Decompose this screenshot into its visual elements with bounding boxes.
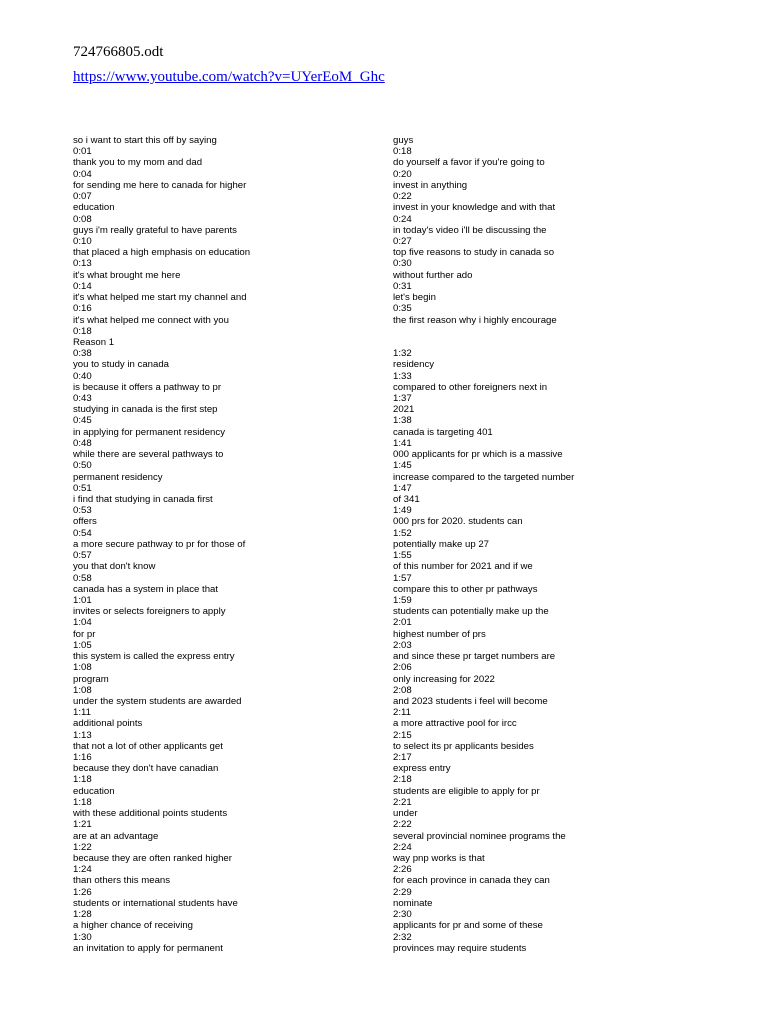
transcript-line: while there are several pathways to: [73, 449, 224, 461]
transcript-line: do yourself a favor if you're going to: [393, 157, 545, 169]
transcript-line: under the system students are awarded: [73, 695, 242, 707]
transcript-line: offers: [73, 516, 97, 528]
timestamp-line: 1:11: [73, 707, 91, 719]
timestamp-line: 1:38: [393, 415, 412, 427]
transcript-line: highest number of prs: [393, 628, 486, 640]
transcript-line: for pr: [73, 628, 96, 640]
transcript-line: education: [73, 785, 115, 797]
transcript-line: for sending me here to canada for higher: [73, 179, 247, 191]
timestamp-line: 1:08: [73, 684, 92, 696]
transcript-line: to select its pr applicants besides: [393, 740, 534, 752]
timestamp-line: 2:21: [393, 796, 412, 808]
transcript-line: a higher chance of receiving: [73, 920, 193, 932]
timestamp-line: 1:28: [73, 909, 92, 921]
transcript-line: you to study in canada: [73, 359, 170, 371]
transcript-line: students can potentially make up the: [393, 606, 549, 618]
transcript-line: than others this means: [73, 875, 171, 887]
transcript-line: Reason 1: [73, 336, 115, 348]
transcript-line: education: [73, 202, 115, 214]
transcript-column-left: [73, 135, 373, 954]
transcript-line: studying in canada is the first step: [73, 404, 218, 416]
transcript-line: an invitation to apply for permanent: [73, 942, 223, 954]
timestamp-line: 2:26: [393, 864, 412, 876]
transcript-line: of 341: [393, 494, 420, 505]
timestamp-line: 0:08: [73, 213, 92, 225]
transcript-line: increase compared to the targeted number: [393, 471, 575, 483]
timestamp-line: 1:18: [73, 796, 92, 808]
transcript-line: under: [393, 808, 418, 820]
timestamp-line: 0:18: [73, 325, 92, 337]
timestamp-line: 0:53: [73, 505, 92, 517]
timestamp-line: 2:32: [393, 931, 412, 943]
transcript-line: thank you to my mom and dad: [73, 157, 203, 169]
timestamp-line: 0:04: [73, 168, 92, 180]
timestamp-line: 1:26: [73, 886, 92, 898]
timestamp-line: 1:57: [393, 572, 412, 584]
timestamp-line: 1:05: [73, 639, 92, 651]
transcript-line: that placed a high emphasis on education: [73, 247, 251, 259]
timestamp-line: 1:13: [73, 729, 92, 741]
timestamp-line: 0:14: [73, 280, 92, 292]
transcript-column-right: [393, 135, 693, 954]
transcript-line: permanent residency: [73, 471, 163, 483]
transcript-line: and since these pr target numbers are: [393, 651, 556, 663]
timestamp-line: 0:40: [73, 370, 92, 382]
transcript-line: compared to other foreigners next in: [393, 381, 548, 393]
transcript-line: applicants for pr and some of these: [393, 920, 543, 932]
timestamp-line: 1:04: [73, 617, 92, 629]
transcript-line: students are eligible to apply for pr: [393, 785, 540, 797]
transcript-line: residency: [393, 359, 435, 371]
timestamp-line: 2:18: [393, 774, 412, 786]
transcript-line: program: [73, 673, 109, 685]
timestamp-line: 0:16: [73, 303, 92, 315]
transcript-line: because they don't have canadian: [73, 763, 219, 775]
timestamp-line: 0:07: [73, 191, 92, 203]
timestamp-line: 1:49: [393, 505, 412, 517]
timestamp-line: 0:45: [73, 415, 92, 427]
timestamp-line: 0:54: [73, 527, 92, 539]
transcript-line: i find that studying in canada first: [73, 494, 213, 505]
transcript-line: are at an advantage: [73, 830, 159, 842]
transcript-line: 000 prs for 2020. students can: [393, 516, 523, 528]
transcript-line: it's what helped me connect with you: [73, 314, 229, 326]
transcript-line: the first reason why i highly encourage: [393, 314, 557, 326]
timestamp-line: 1:55: [393, 550, 412, 562]
transcript-line: invest in your knowledge and with that: [393, 202, 556, 214]
transcript-line: several provincial nominee programs the: [393, 830, 566, 842]
timestamp-line: 2:11: [393, 707, 411, 719]
transcript-line: you that don't know: [73, 561, 156, 573]
timestamp-line: 1:32: [393, 348, 412, 360]
transcript-line: only increasing for 2022: [393, 673, 495, 685]
timestamp-line: 0:18: [393, 146, 412, 158]
timestamp-line: 0:51: [73, 482, 92, 494]
transcript-line: guys i'm really grateful to have parents: [73, 224, 237, 236]
transcript-line: invest in anything: [393, 179, 468, 191]
transcript-line: 000 applicants for pr which is a massive: [393, 449, 563, 461]
transcript-line: it's what helped me start my channel and: [73, 292, 247, 304]
transcript-line: a more secure pathway to pr for those of: [73, 538, 246, 550]
timestamp-line: 2:08: [393, 684, 412, 696]
timestamp-line: 0:38: [73, 348, 92, 360]
transcript-line: canada has a system in place that: [73, 583, 219, 595]
timestamp-line: 0:24: [393, 213, 412, 225]
transcript-line: is because it offers a pathway to pr: [73, 381, 222, 393]
timestamp-line: 0:57: [73, 550, 92, 562]
transcript-line: that not a lot of other applicants get: [73, 740, 223, 752]
timestamp-line: 2:17: [393, 752, 412, 764]
timestamp-line: 1:21: [73, 819, 92, 831]
transcript-line: guys: [393, 135, 414, 146]
timestamp-line: 1:01: [73, 594, 92, 606]
transcript-line: nominate: [393, 897, 433, 909]
timestamp-line: 0:31: [393, 280, 412, 292]
timestamp-line: 0:43: [73, 393, 92, 405]
timestamp-line: 1:45: [393, 460, 412, 472]
timestamp-line: 2:15: [393, 729, 412, 741]
transcript-line: additional points: [73, 718, 143, 730]
timestamp-line: 1:37: [393, 393, 412, 405]
timestamp-line: 0:13: [73, 258, 92, 270]
transcript-line: express entry: [393, 763, 451, 775]
timestamp-line: 0:58: [73, 572, 92, 584]
timestamp-line: 1:22: [73, 841, 92, 853]
timestamp-line: 1:47: [393, 482, 412, 494]
timestamp-line: 1:16: [73, 752, 92, 764]
timestamp-line: 2:06: [393, 662, 412, 674]
transcript-line: top five reasons to study in canada so: [393, 247, 555, 259]
transcript-line: because they are often ranked higher: [73, 853, 232, 864]
transcript-line: so i want to start this off by saying: [73, 135, 217, 146]
transcript-line: a more attractive pool for ircc: [393, 718, 517, 730]
transcript-line: of this number for 2021 and if we: [393, 561, 533, 573]
timestamp-line: 1:24: [73, 864, 92, 876]
timestamp-line: 0:01: [73, 146, 92, 158]
timestamp-line: 0:30: [393, 258, 412, 270]
transcript-line: this system is called the express entry: [73, 651, 235, 663]
timestamp-line: 2:30: [393, 909, 412, 921]
transcript-line: with these additional points students: [73, 808, 228, 820]
transcript-line: and 2023 students i feel will become: [393, 695, 548, 707]
timestamp-line: 0:50: [73, 460, 92, 472]
transcript-line: it's what brought me here: [73, 269, 181, 281]
timestamp-line: 0:35: [393, 303, 412, 315]
transcript-line: let's begin: [393, 292, 436, 304]
timestamp-line: 1:18: [73, 774, 92, 786]
transcript-line: [393, 337, 693, 348]
transcript-line: provinces may require students: [393, 942, 527, 954]
timestamp-line: 0:27: [393, 235, 412, 247]
timestamp-line: 2:29: [393, 886, 412, 898]
transcript-line: potentially make up 27: [393, 538, 489, 550]
transcript-line: compare this to other pr pathways: [393, 583, 538, 595]
timestamp-line: 1:59: [393, 594, 412, 606]
timestamp-line: 0:20: [393, 168, 412, 180]
timestamp-line: 1:41: [393, 437, 412, 449]
transcript-line: way pnp works is that: [393, 853, 485, 864]
transcript-line: in applying for permanent residency: [73, 426, 225, 438]
transcript-line: for each province in canada they can: [393, 875, 550, 887]
transcript-line: [393, 326, 693, 337]
timestamp-line: 2:24: [393, 841, 412, 853]
timestamp-line: 2:22: [393, 819, 412, 831]
timestamp-line: 2:01: [393, 617, 412, 629]
transcript-line: invites or selects foreigners to apply: [73, 606, 226, 618]
timestamp-line: 0:22: [393, 191, 412, 203]
timestamp-line: 0:48: [73, 437, 92, 449]
transcript-line: without further ado: [393, 269, 473, 281]
timestamp-line: 0:10: [73, 235, 92, 247]
timestamp-line: 2:03: [393, 639, 412, 651]
transcript-line: students or international students have: [73, 897, 238, 909]
document-filename: 724766805.odt: [73, 44, 164, 60]
transcript-line: 2021: [393, 404, 415, 416]
timestamp-line: 1:30: [73, 931, 92, 943]
timestamp-line: 1:52: [393, 527, 412, 539]
transcript-line: in today's video i'll be discussing the: [393, 224, 547, 236]
transcript-line: canada is targeting 401: [393, 426, 493, 438]
timestamp-line: 1:08: [73, 662, 92, 674]
timestamp-line: 1:33: [393, 370, 412, 382]
youtube-link[interactable]: https://www.youtube.com/watch?v=UYerEoM_Ghc: [73, 69, 385, 85]
